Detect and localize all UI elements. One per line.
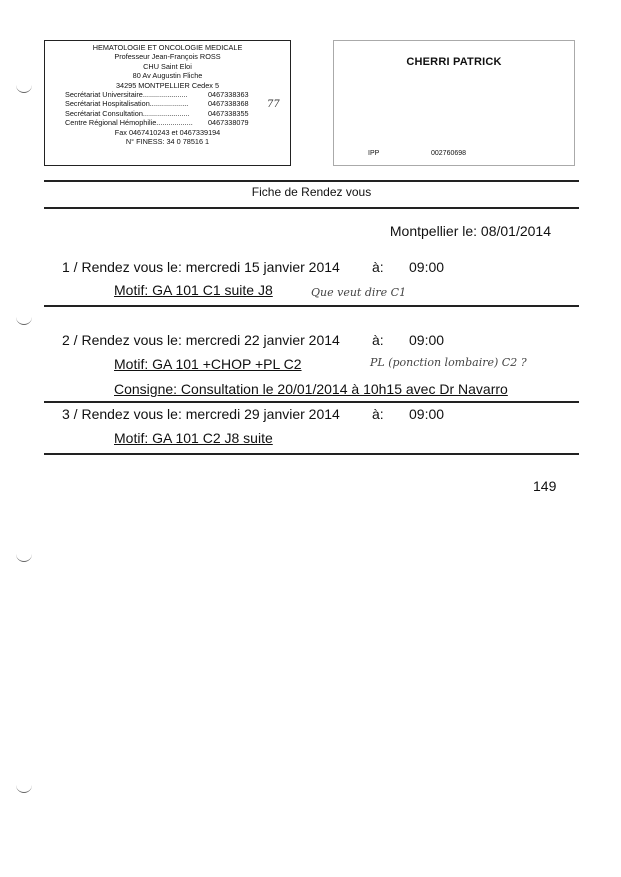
phone-row <box>45 99 290 108</box>
phone-label: Secrétariat Consultation....................... <box>65 108 190 118</box>
appointment-date: 1 / Rendez vous le: mercredi 15 janvier 2014 <box>62 259 340 275</box>
appointment-divider <box>44 305 579 307</box>
document-title: Fiche de Rendez vous <box>251 185 372 199</box>
place-and-date: Montpellier le: 08/01/2014 <box>389 223 551 239</box>
phone-number: 0467338363 <box>208 90 249 100</box>
appointment-date: 2 / Rendez vous le: mercredi 22 janvier 2014 <box>62 332 340 348</box>
patient-name: CHERRI PATRICK <box>406 56 502 68</box>
appointment-date: 3 / Rendez vous le: mercredi 29 janvier 2014 <box>62 406 340 422</box>
appointment-1-at: à: <box>372 259 384 275</box>
phone-label: Secrétariat Hospitalisation................... <box>65 99 189 109</box>
appointment-2-at: à: <box>372 332 384 348</box>
fax-numbers: Fax 0467410243 et 0467339194 <box>114 127 221 137</box>
appointment-2-time: 09:00 <box>409 332 445 348</box>
appointment-1-motif: Motif: GA 101 C1 suite J8 <box>114 282 273 298</box>
appointment-1-handwritten-note: Que veut dire C1 <box>311 286 407 299</box>
phone-row <box>45 109 290 118</box>
appointment-3-at: à: <box>372 406 384 422</box>
phone-number: 0467338368 <box>208 99 249 109</box>
phone-label: Secrétariat Universitaire...................... <box>65 90 188 100</box>
phone-label: Centre Régional Hémophilie.................. <box>65 118 193 128</box>
ipp-value: 002760698 <box>431 150 467 157</box>
appointment-2-handwritten-note: PL (ponction lombaire) C2 ? <box>370 356 527 369</box>
ipp-label: IPP <box>368 150 380 157</box>
appointment-3-time: 09:00 <box>409 406 445 422</box>
punch-hole-mark <box>16 784 32 793</box>
professor-name: Professeur Jean-François ROSS <box>114 52 221 62</box>
finess-number: N° FINESS: 34 0 78516 1 <box>125 137 210 146</box>
title-divider <box>44 207 579 209</box>
punch-hole-mark <box>16 316 32 325</box>
appointment-3-motif: Motif: GA 101 C2 J8 suite <box>114 430 273 446</box>
phone-row <box>45 90 290 99</box>
city-address: 34295 MONTPELLIER Cedex 5 <box>115 80 220 90</box>
appointment-2-header <box>62 332 340 348</box>
appointment-1-header <box>62 259 340 275</box>
appointment-1-time: 09:00 <box>409 259 445 275</box>
department-name: HEMATOLOGIE ET ONCOLOGIE MEDICALE <box>92 43 243 52</box>
phone-number: 0467338355 <box>208 108 249 118</box>
hospital-header-box <box>44 40 291 166</box>
patient-label-box <box>333 40 575 166</box>
appointment-3-header <box>62 406 340 422</box>
page-number: 149 <box>533 478 557 494</box>
appointment-divider <box>44 401 579 403</box>
bottom-divider <box>44 453 579 455</box>
appointment-2-consigne: Consigne: Consultation le 20/01/2014 à 10h15 avec Dr Navarro <box>114 381 508 397</box>
hospital-name: CHU Saint Eloi <box>143 61 192 71</box>
street-address: 80 Av Augustin Fliche <box>132 71 203 81</box>
phone-row <box>45 118 290 127</box>
handwritten-phone-note: 77 <box>267 99 280 110</box>
punch-hole-mark <box>16 553 32 562</box>
phone-number: 0467338079 <box>208 118 249 128</box>
appointment-2-motif: Motif: GA 101 +CHOP +PL C2 <box>114 356 302 372</box>
top-divider <box>44 180 579 182</box>
punch-hole-mark <box>16 84 32 93</box>
